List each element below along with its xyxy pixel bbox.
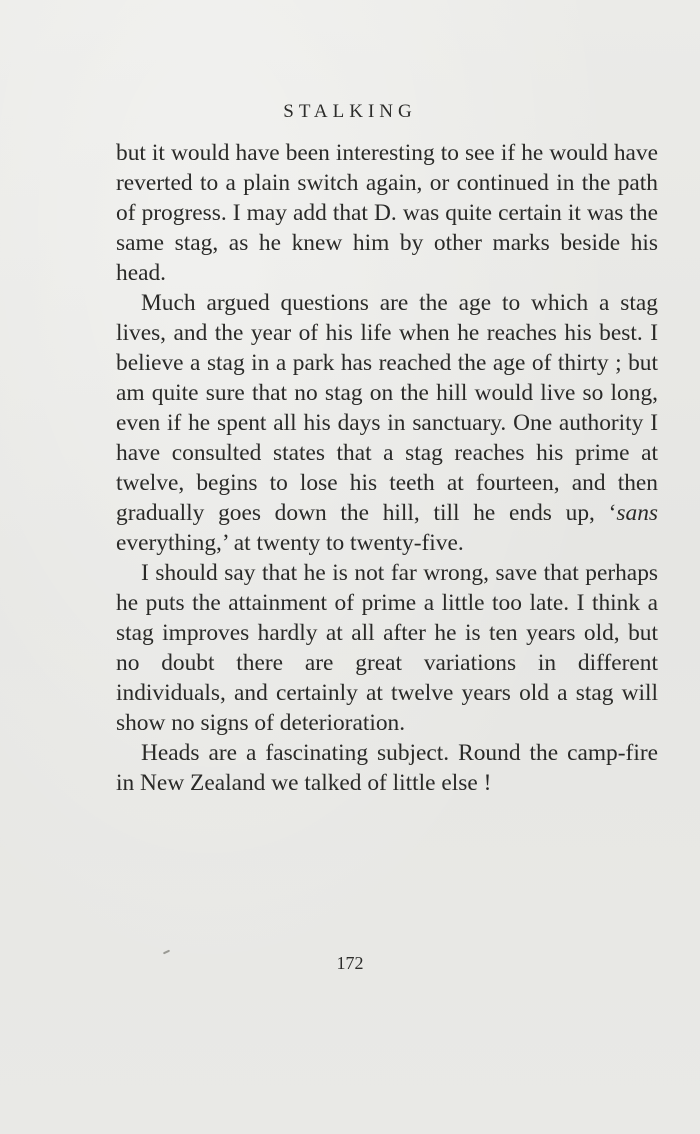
paragraph-3 bbox=[116, 558, 658, 738]
paragraph-3-text: I should say that he is not far wrong, save that perhaps he puts the attainment of prime a little too late. I think a stag improves hardly at all after he is ten years old, but no doubt there are great variations in different individuals, and certainly at twelve years old a stag will show no signs of deterioration. bbox=[116, 560, 658, 736]
paragraph-2 bbox=[116, 288, 658, 558]
paragraph-4 bbox=[116, 738, 658, 798]
paragraph-2-italic: sans bbox=[616, 500, 658, 526]
running-head: STALKING bbox=[283, 101, 417, 122]
paragraph-2-text-end: everything,’ at twenty to twenty-five. bbox=[116, 530, 464, 556]
paragraph-1 bbox=[116, 138, 658, 288]
body-text bbox=[116, 138, 658, 798]
paragraph-4-text: Heads are a fascinating subject. Round the camp-fire in New Zealand we talked of little else ! bbox=[116, 740, 658, 796]
page-number: 172 bbox=[336, 953, 364, 973]
paragraph-2-text: Much argued questions are the age to which a stag lives, and the year of his life when he reaches his best. I believe a stag in a park has reached the age of thirty ; but am quite sure that no stag on the hill would live so long, even if he spent all his days in sanctuary. One authority I have consulted states that a stag reaches his prime at twelve, begins to lose his teeth at fourteen, and then gradually goes down the hill, till he ends up, ‘ bbox=[116, 290, 658, 526]
paragraph-1-text: but it would have been interesting to see if he would have reverted to a plain switch again, or continued in the path of progress. I may add that D. was quite certain it was the same stag, as he knew him by other marks beside his head. bbox=[116, 140, 658, 286]
